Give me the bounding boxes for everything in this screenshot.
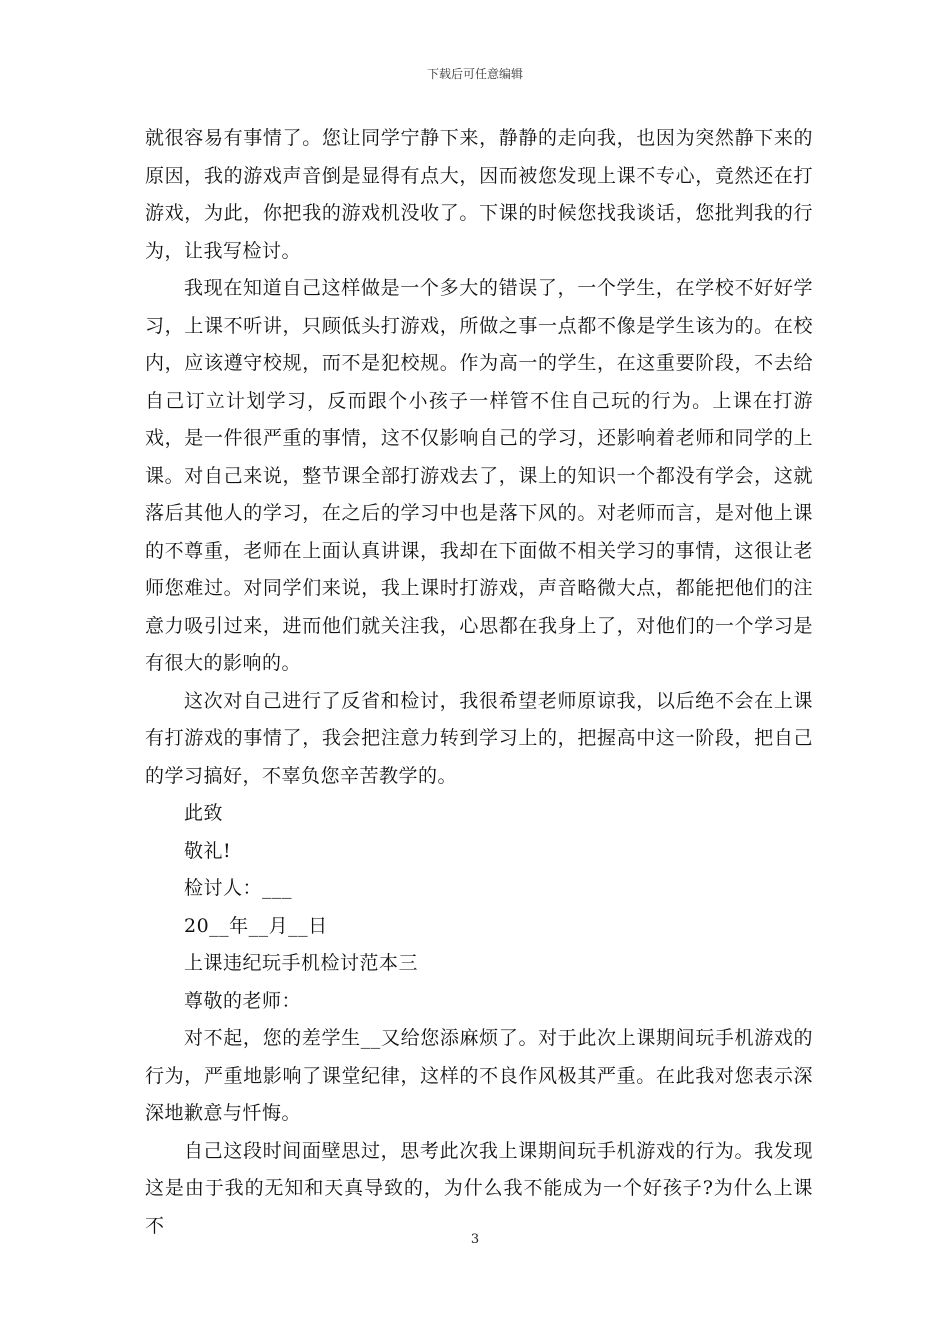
date-line: 20__年__月__日: [184, 914, 328, 937]
salutation: 尊敬的老师：: [184, 989, 302, 1012]
paragraph-promise: 这次对自己进行了反省和检讨，我很希望老师原谅我，以后绝不会在上课有打游戏的事情了，我会把注意力转到学习上的，把握高中这一阶段，把自己的学习搞好，不辜负您辛苦教学的。: [145, 689, 813, 787]
paragraph-continuation: 就很容易有事情了。您让同学宁静下来，静静的走向我，也因为突然静下来的原因，我的游戏声音倒是显得有点大，因而被您发现上课不专心，竟然还在打游戏，为此，你把我的游戏机没收了。下课的时候您找我谈话，您批判我的行为，让我写检讨。: [145, 127, 813, 262]
signer-line: 检讨人：___: [184, 877, 293, 899]
page-number: 3: [470, 1232, 480, 1247]
document-body: [145, 120, 813, 1245]
paragraph-apology: 对不起，您的差学生__又给您添麻烦了。对于此次上课期间玩手机游戏的行为，严重地影响了课堂纪律，这样的不良作风极其严重。在此我对您表示深深地歉意与忏悔。: [145, 1027, 813, 1124]
closing-cizhi: 此致: [184, 802, 224, 824]
paragraph-self-reflection: 我现在知道自己这样做是一个多大的错误了，一个学生，在学校不好好学习，上课不听讲，只顾低头打游戏，所做之事一点都不像是学生该为的。在校内，应该遵守校规，而不是犯校规。作为高一的学生，在这重要阶段，不去给自己订立计划学习，反而跟个小孩子一样管不住自己玩的行为。上课在打游戏，是一件很严重的事情，这不仅影响自己的学习，还影响着老师和同学的上课。对自己来说，整节课全部打游戏去了，课上的知识一个都没有学会，这就落后其他人的学习，在之后的学习中也是落下风的。对老师而言，是对他上课的不尊重，老师在上面认真讲课，我却在下面做不相关学习的事情，这很让老师您难过。对同学们来说，我上课时打游戏，声音略微大点，都能把他们的注意力吸引过来，进而他们就关注我，心思都在我身上了，对他们的一个学习是有很大的影响的。: [145, 277, 813, 674]
paragraph-reflection-2: 自己这段时间面壁思过，思考此次我上课期间玩手机游戏的行为。我发现这是由于我的无知和天真导致的，为什么我不能成为一个好孩子?为什么上课不: [145, 1139, 813, 1237]
page-header-note: 下载后可任意编辑: [426, 67, 523, 81]
closing-jingli: 敬礼!: [184, 839, 232, 862]
section-title: 上课违纪玩手机检讨范本三: [184, 952, 419, 974]
